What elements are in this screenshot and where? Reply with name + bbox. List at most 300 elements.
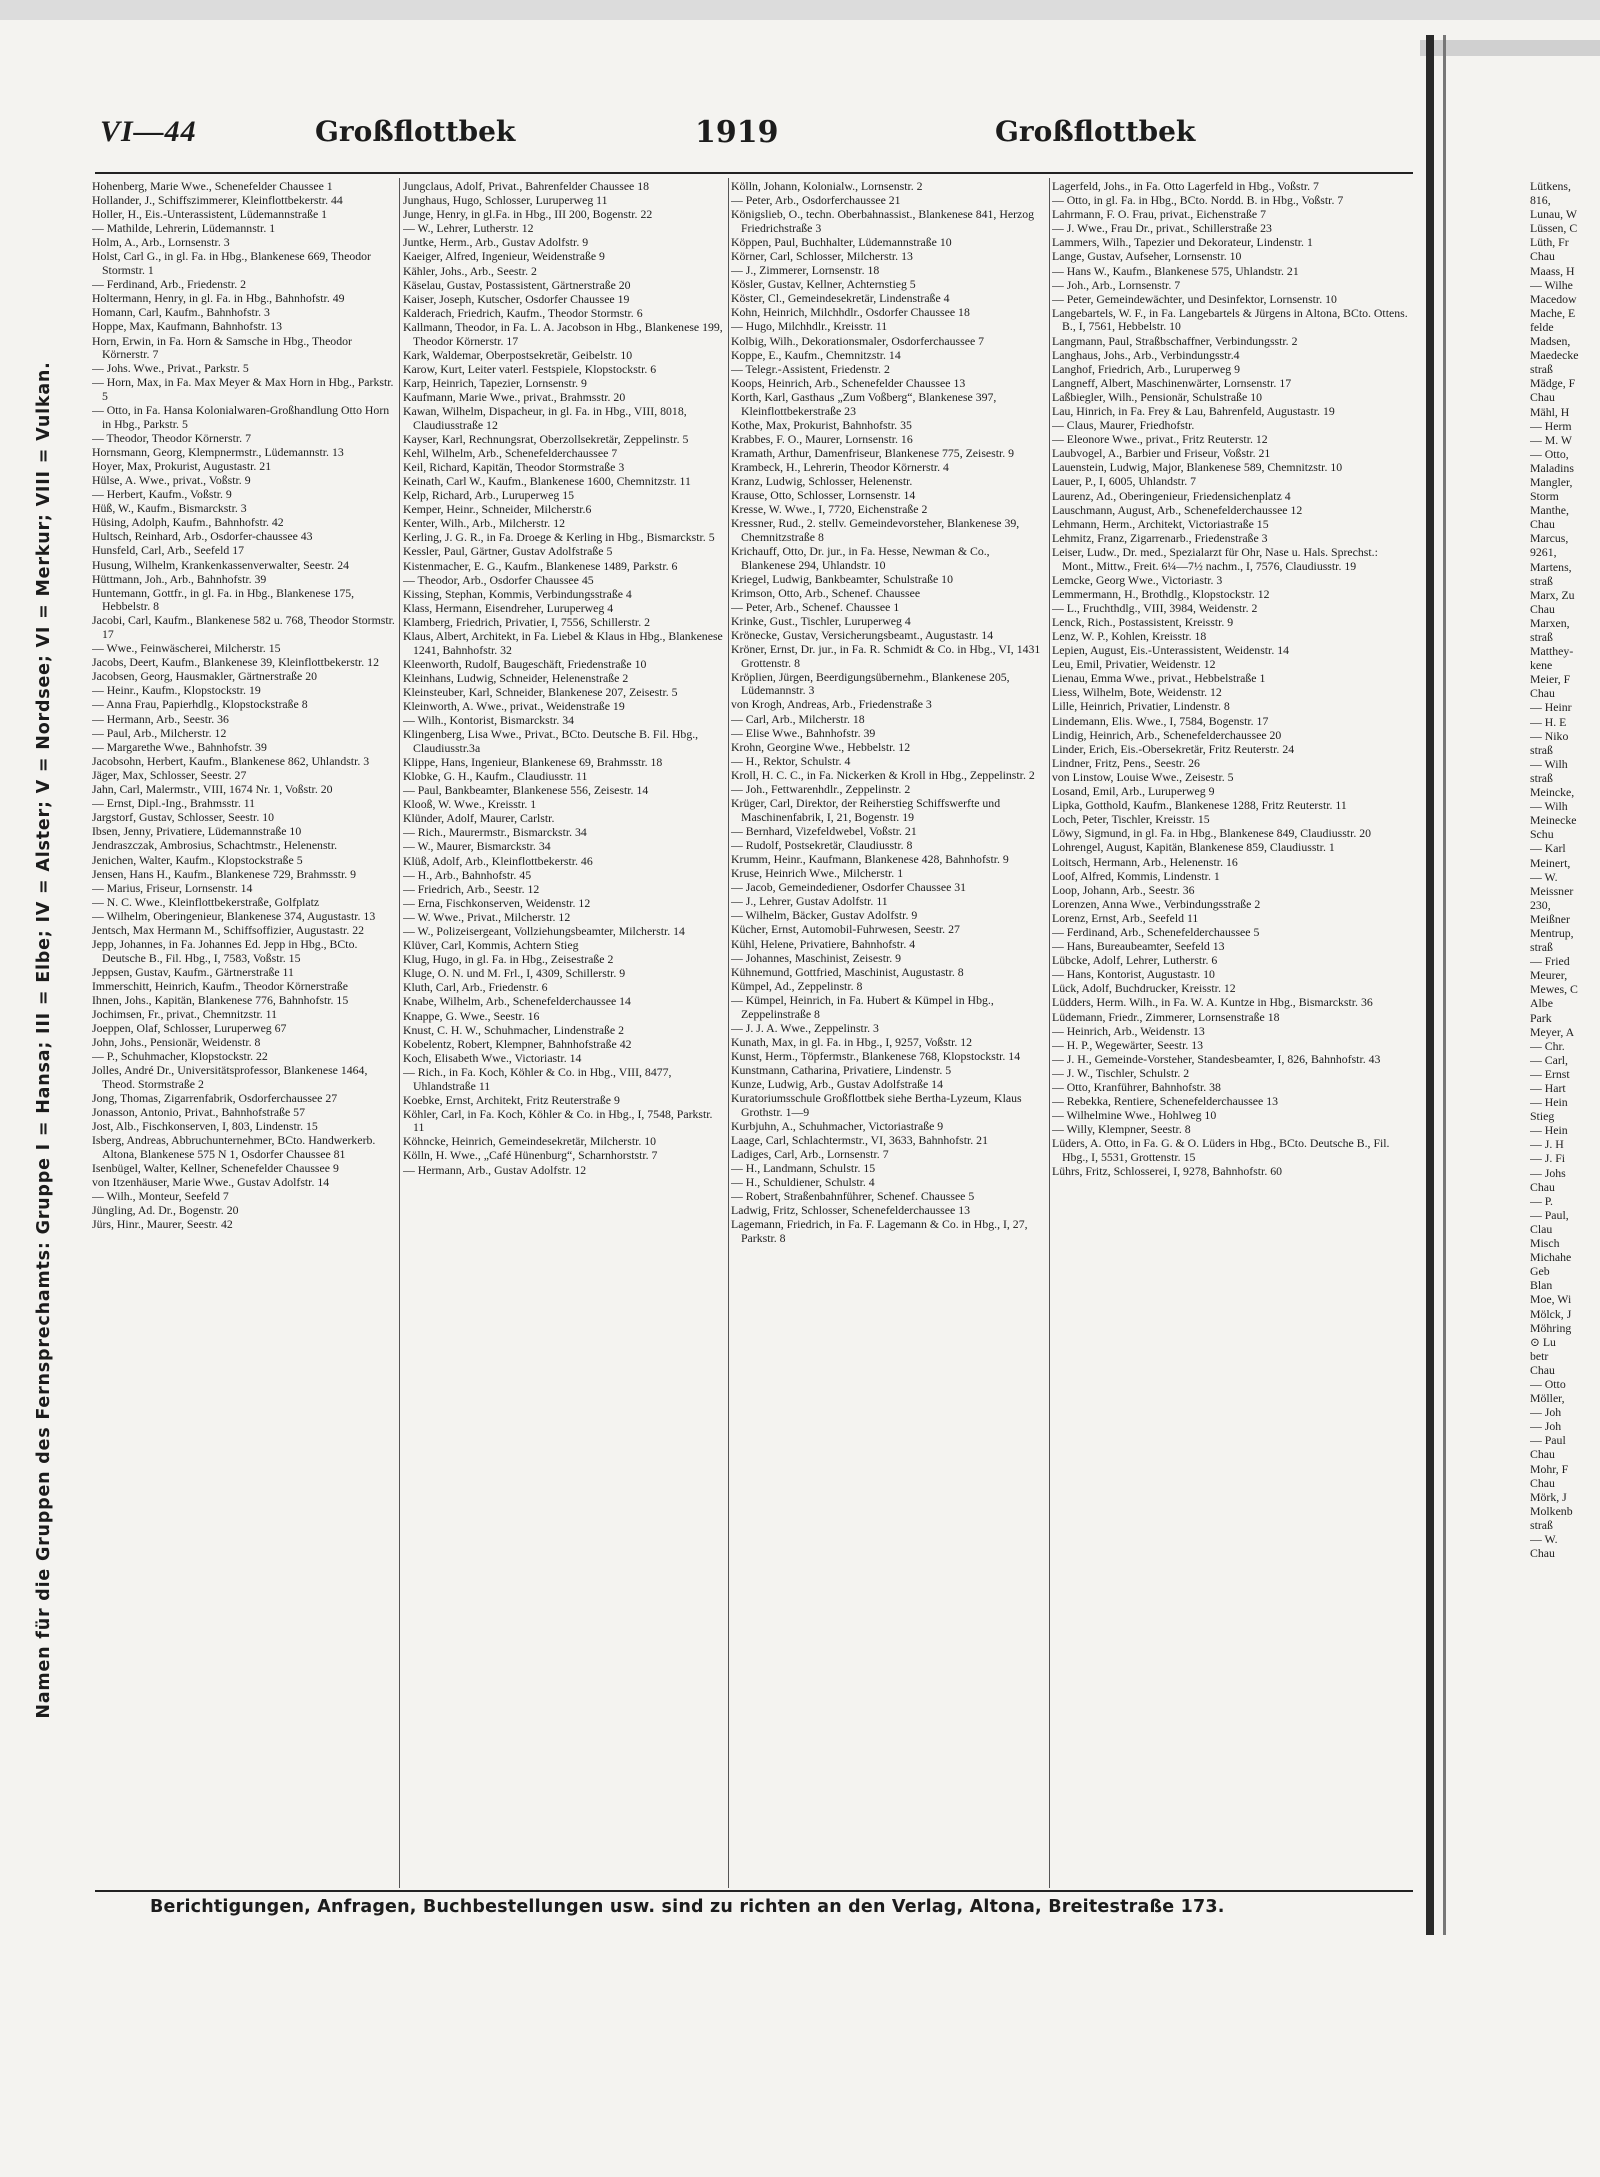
directory-entry: Lange, Gustav, Aufseher, Lornsenstr. 10 [1052,249,1242,264]
scan-right-edge [1420,40,1600,56]
scan-top-edge [0,0,1600,20]
directory-entry: Albe [1530,996,1553,1011]
directory-entry: Loof, Alfred, Kommis, Lindenstr. 1 [1052,868,1220,883]
directory-entry: Lindner, Fritz, Pens., Seestr. 26 [1052,755,1200,770]
directory-entry: Klobke, G. H., Kaufm., Claudiusstr. 11 [403,768,588,783]
directory-entry: Jonasson, Antonio, Privat., Bahnhofstraße 57 [92,1105,305,1120]
directory-entry: — P. [1530,1193,1553,1208]
directory-entry: Martens, [1530,559,1572,574]
directory-entry: — Paul, Bankbeamter, Blankenese 556, Zeisestr. 14 [403,783,649,798]
directory-entry: Jahn, Carl, Malermstr., VIII, 1674 Nr. 1, Voßstr. 20 [92,782,333,797]
directory-entry: Körner, Carl, Schlosser, Milcherstr. 13 [731,248,913,263]
directory-entry: Lemcke, Georg Wwe., Victoriastr. 3 [1052,572,1223,587]
directory-column-3 [731,180,1046,1885]
directory-entry: Meincke, [1530,785,1575,800]
directory-entry: Schu [1530,827,1554,842]
directory-entry: Lüdemann, Friedr., Zimmerer, Lornsenstraße 18 [1052,1009,1280,1024]
directory-entry: — Joh [1530,1419,1562,1434]
directory-entry: Klug, Hugo, in gl. Fa. in Hbg., Zeisestraße 2 [403,952,614,967]
directory-entry: Krohn, Georgine Wwe., Hebbelstr. 12 [731,739,911,754]
directory-entry: Kunst, Herm., Töpfermstr., Blankenese 768, Klopstockstr. 14 [731,1048,1021,1063]
directory-entry: Lüssen, C [1530,221,1578,236]
directory-entry: Lepien, August, Eis.-Unterassistent, Weidenstr. 14 [1052,643,1290,658]
directory-entry: — Wilh [1530,756,1568,771]
directory-entry: — Karl [1530,841,1566,856]
directory-entry: Klass, Hermann, Eisendreher, Luruperweg 4 [403,600,614,615]
directory-entry: Liess, Wilhelm, Bote, Weidenstr. 12 [1052,685,1222,700]
directory-entry: Kluge, O. N. und M. Frl., I, 4309, Schillerstr. 9 [403,966,626,981]
directory-entry: Lütkens, [1530,180,1571,193]
directory-entry: Jargstorf, Gustav, Schlosser, Seestr. 10 [92,810,275,825]
directory-entry: Kroll, H. C. C., in Fa. Nickerken & Kroll in Hbg., Zeppelinstr. 2 [731,767,1035,782]
directory-entry: Käselau, Gustav, Postassistent, Gärtnerstraße 20 [403,277,631,292]
directory-entry: Mohr, F [1530,1461,1569,1476]
directory-entry: felde [1530,319,1554,334]
directory-entry: — H. E [1530,714,1567,729]
directory-entry: — Chr. [1530,1038,1565,1053]
directory-entry: straß [1530,362,1553,377]
directory-entry: Kenter, Wilh., Arb., Milcherstr. 12 [403,516,565,531]
directory-entry: Krambeck, H., Lehrerin, Theodor Körnerstr. 4 [731,459,949,474]
directory-entry: Mache, E [1530,305,1576,320]
directory-entry: Löwy, Sigmund, in gl. Fa. in Hbg., Blankenese 849, Claudiusstr. 20 [1052,826,1372,841]
directory-entry: Lienau, Emma Wwe., privat., Hebbelstraße 1 [1052,671,1266,686]
directory-entry: Lührs, Fritz, Schlosserei, I, 9278, Bahnhofstr. 60 [1052,1164,1283,1179]
directory-entry: Leu, Emil, Privatier, Weidenstr. 12 [1052,657,1216,672]
directory-entry: Kallmann, Theodor, in Fa. L. A. Jacobson in Hbg., Blankenese 199, Theodor Körnerstr. 17 [403,319,723,348]
directory-entry: Kessler, Paul, Gärtner, Gustav Adolfstraße 5 [403,544,613,559]
directory-entry: Kolbig, Wilh., Dekorationsmaler, Osdorferchaussee 7 [731,333,985,348]
directory-entry: Kleinhans, Ludwig, Schneider, Helenenstraße 2 [403,670,629,685]
directory-entry: Mewes, C [1530,982,1578,997]
directory-entry: Isberg, Andreas, Abbruchunternehmer, BCto. Handwerkerb. Altona, Blankenese 575 N 1, Osdorfer Chaussee 81 [92,1133,376,1161]
directory-entry: von Linstow, Louise Wwe., Zeisestr. 5 [1052,769,1234,784]
directory-entry: — W., Lehrer, Lutherstr. 12 [403,221,534,236]
directory-entry: Maedecke [1530,348,1579,363]
directory-entry: Clau [1530,1221,1553,1236]
directory-entry: — J. H [1530,1137,1564,1152]
footer-note: Berichtigungen, Anfragen, Buchbestellungen usw. sind zu richten an den Verlag, Altona, Breitestraße 173. [150,1897,1225,1917]
directory-entry: Kressner, Rud., 2. stellv. Gemeindevorsteher, Blankenese 39, Chemnitzstraße 8 [731,516,1020,544]
directory-entry: Kleinworth, A. Wwe., privat., Weidenstraße 19 [403,698,625,713]
directory-entry: Park [1530,1010,1552,1025]
directory-entry: Krichauff, Otto, Dr. jur., in Fa. Hesse, Newman & Co., Blankenese 294, Uhlandstr. 10 [731,543,990,572]
directory-entry: — Joh., Arb., Lornsenstr. 7 [1052,277,1181,292]
directory-entry: — Ferdinand, Arb., Friedenstr. 2 [92,277,246,292]
directory-entry: — Otto, [1530,446,1569,461]
directory-entry: straß [1530,742,1553,757]
directory-entry: 816, [1530,193,1551,208]
header-rule [95,172,1413,174]
directory-entry: Misch [1530,1236,1560,1251]
directory-entry: Stieg [1530,1109,1555,1124]
year-title: 1919 [695,115,779,150]
directory-entry: Lagerfeld, Johs., in Fa. Otto Lagerfeld in Hbg., Voßstr. 7 [1052,180,1319,193]
directory-entry: — Johs [1530,1165,1566,1180]
directory-entry: — Herbert, Kaufm., Voßstr. 9 [92,487,232,502]
directory-entry: — W., Polizeisergeant, Vollziehungsbeamter, Milcherstr. 14 [403,923,685,938]
directory-entry: — N. C. Wwe., Kleinflottbekerstraße, Golfplatz [92,894,320,909]
directory-entry: — W. [1530,1532,1558,1546]
directory-entry: Mähl, H [1530,404,1570,419]
directory-entry: Lau, Hinrich, in Fa. Frey & Lau, Bahrenfeld, Augustastr. 19 [1052,404,1335,418]
directory-entry: Kalderach, Friedrich, Kaufm., Theodor Stormstr. 6 [403,305,643,320]
directory-entry: betr [1530,1348,1549,1363]
directory-entry: — Otto, in Fa. Hansa Kolonialwaren-Großhandlung Otto Horn in Hbg., Parkstr. 5 [92,403,390,431]
directory-entry: Karow, Kurt, Leiter vaterl. Festspiele, Klopstockstr. 6 [403,361,657,376]
directory-entry: Ladiges, Carl, Arb., Lornsenstr. 7 [731,1146,889,1161]
directory-entry: — Paul [1530,1433,1566,1448]
directory-entry: Kröplien, Jürgen, Beerdigungsübernehm., Blankenese 205, Lüdemannstr. 3 [731,669,1010,698]
directory-entry: Lagemann, Friedrich, in Fa. F. Lagemann & Co. in Hbg., I, 27, Parkstr. 8 [731,1217,1028,1246]
directory-entry: Langhaus, Johs., Arb., Verbindungsstr.4 [1052,347,1240,362]
directory-entry: Kölln, H. Wwe., „Café Hünenburg“, Scharnhorststr. 7 [403,1148,658,1163]
directory-entry: — Hart [1530,1081,1566,1095]
directory-entry: Mentrup, [1530,925,1574,940]
directory-entry: — Wilh., Kontorist, Bismarckstr. 34 [403,713,575,728]
directory-entry: — Theodor, Arb., Osdorfer Chaussee 45 [403,572,594,587]
directory-entry: Joeppen, Olaf, Schlosser, Luruperweg 67 [92,1021,287,1036]
directory-entry: Kawan, Wilhelm, Dispacheur, in gl. Fa. in Hbg., VIII, 8018, Claudiusstraße 12 [403,404,687,432]
directory-entry: straß [1530,573,1553,588]
directory-entry: — Robert, Straßenbahnführer, Schenef. Chaussee 5 [731,1189,975,1204]
directory-entry: Lüth, Fr [1530,235,1569,250]
directory-entry: Madsen, [1530,334,1571,349]
directory-entry: Hornsmann, Georg, Klempnermstr., Lüdemannstr. 13 [92,444,344,459]
directory-entry: — Herm [1530,418,1572,433]
directory-entry: Krause, Otto, Schlosser, Lornsenstr. 14 [731,488,916,503]
directory-entry: — Telegr.-Assistent, Friedenstr. 2 [731,361,890,376]
directory-entry: Holm, A., Arb., Lornsenstr. 3 [92,235,230,250]
directory-entry: Hüsing, Adolph, Kaufm., Bahnhofstr. 42 [92,515,284,530]
directory-entry: Möller, [1530,1391,1565,1406]
directory-entry: Lauschmann, August, Arb., Schenefelderchaussee 12 [1052,502,1303,517]
directory-entry: Jüngling, Ad. Dr., Bogenstr. 20 [92,1203,239,1218]
directory-entry: Chau [1530,249,1555,264]
directory-entry: Kösler, Gustav, Kellner, Achternstieg 5 [731,277,916,292]
directory-entry: Langebartels, W. F., in Fa. Langebartels & Jürgens in Altona, BCto. Ottens. B., I, 7561, Hebbelstr. 10 [1052,305,1408,334]
directory-column-4 [1052,180,1412,1885]
directory-entry: Kunstmann, Catharina, Privatiere, Lindenstr. 5 [731,1062,952,1077]
directory-entry: Krimson, Otto, Arb., Schenef. Chaussee [731,585,921,600]
directory-entry: — Johs. Wwe., Privat., Parkstr. 5 [92,361,249,376]
directory-entry: — Hein [1530,1123,1568,1138]
directory-entry: Chau [1530,1362,1555,1377]
directory-entry: Mädge, F [1530,376,1576,391]
directory-entry: Kistenmacher, E. G., Kaufm., Blankenese 1489, Parkstr. 6 [403,558,678,573]
directory-entry: Köhler, Carl, in Fa. Koch, Köhler & Co. in Hbg., I, 7548, Parkstr. 11 [403,1106,713,1135]
directory-entry: — J. Wwe., Frau Dr., privat., Schillerstraße 23 [1052,221,1272,236]
directory-entry: — W. [1530,869,1558,884]
directory-entry: Kemper, Heinr., Schneider, Milcherstr.6 [403,502,592,517]
directory-entry: Meißner [1530,911,1570,926]
directory-entry: Chau [1530,1475,1555,1490]
directory-entry: — W. Wwe., Privat., Milcherstr. 12 [403,909,571,924]
directory-entry: von Itzenhäuser, Marie Wwe., Gustav Adolfstr. 14 [92,1175,330,1190]
directory-entry: Matthey- [1530,644,1574,659]
directory-entry: Laßbiegler, Wilh., Pensionär, Schulstraße 10 [1052,389,1263,404]
directory-entry: Laage, Carl, Schlachtermstr., VI, 3633, Bahnhofstr. 21 [731,1132,988,1147]
directory-entry: Kühl, Helene, Privatiere, Bahnhofstr. 4 [731,936,916,951]
directory-entry: — Rich., Maurermstr., Bismarckstr. 34 [403,825,587,840]
directory-entry: — J., Zimmerer, Lornsenstr. 18 [731,263,880,278]
directory-entry: Loitsch, Hermann, Arb., Helenenstr. 16 [1052,854,1238,869]
place-title-left: Großflottbek [315,115,516,148]
page-gutter-line [1443,35,1446,1935]
directory-entry: — Paul, Arb., Milcherstr. 12 [92,725,227,740]
directory-entry: straß [1530,630,1553,644]
directory-entry: Köppen, Paul, Buchhalter, Lüdemannstraße 10 [731,234,952,249]
directory-entry: Karp, Heinrich, Tapezier, Lornsenstr. 9 [403,375,587,390]
directory-entry: — Rich., in Fa. Koch, Köhler & Co. in Hbg., VIII, 8477, Uhlandstraße 11 [403,1064,672,1093]
directory-entry: straß [1530,1517,1553,1532]
directory-entry: Kriegel, Ludwig, Bankbeamter, Schulstraße 10 [731,571,953,586]
directory-entry: Klüver, Carl, Kommis, Achtern Stieg [403,938,579,953]
directory-entry: Hüttmann, Joh., Arb., Bahnhofstr. 39 [92,571,267,586]
directory-entry: Meinert, [1530,855,1571,870]
directory-entry: Kümpel, Ad., Zeppelinstr. 8 [731,978,863,993]
directory-entry: Meyer, A [1530,1024,1575,1039]
directory-entry: Jäger, Max, Schlosser, Seestr. 27 [92,767,247,782]
directory-entry: — Paul, [1530,1207,1569,1222]
directory-entry: John, Johs., Pensionär, Weidenstr. 8 [92,1035,261,1050]
directory-entry: Meinecke [1530,813,1577,828]
page-number: VI—44 [100,115,197,148]
directory-entry: Juntke, Herm., Arb., Gustav Adolfstr. 9 [403,235,589,250]
directory-entry: Marx, Zu [1530,587,1575,602]
directory-entry: — Bernhard, Vizefeldwebel, Voßstr. 21 [731,823,917,838]
directory-entry: — Wilhe [1530,277,1573,292]
directory-entry: Krabbes, F. O., Maurer, Lornsenstr. 16 [731,431,913,446]
directory-entry: Kröner, Ernst, Dr. jur., in Fa. R. Schmidt & Co. in Hbg., VI, 1431 Grottenstr. 8 [731,642,1041,670]
directory-entry: — J. Fi [1530,1151,1566,1166]
directory-entry: Jacobi, Carl, Kaufm., Blankenese 582 u. 768, Theodor Stormstr. 17 [92,613,395,641]
directory-entry: Koch, Elisabeth Wwe., Victoriastr. 14 [403,1050,582,1065]
directory-entry: kene [1530,658,1553,673]
directory-entry: Homann, Carl, Kaufm., Bahnhofstr. 3 [92,305,270,320]
page-header [100,115,1410,155]
directory-entry: — Erna, Fischkonserven, Weidenstr. 12 [403,895,591,910]
directory-entry: Hohenberg, Marie Wwe., Schenefelder Chaussee 1 [92,180,333,193]
directory-entry: — Friedrich, Arb., Seestr. 12 [403,881,540,896]
directory-entry: Kark, Waldemar, Oberpostsekretär, Geibelstr. 10 [403,347,633,362]
directory-entry: — Carl, Arb., Milcherstr. 18 [731,711,865,726]
directory-entry: Chau [1530,1447,1555,1462]
directory-entry: Ihnen, Johs., Kapitän, Blankenese 776, Bahnhofstr. 15 [92,992,349,1007]
directory-entry: Klünder, Adolf, Maurer, Carlstr. [403,811,555,826]
directory-entry: Lorenzen, Anna Wwe., Verbindungsstraße 2 [1052,896,1261,911]
directory-entry: Jost, Alb., Fischkonserven, I, 803, Lindenstr. 15 [92,1119,318,1134]
directory-entry: — Wilh., Monteur, Seefeld 7 [92,1189,229,1204]
directory-entry: Chau [1530,686,1555,701]
directory-entry: Hultsch, Reinhard, Arb., Osdorfer-chaussee 43 [92,529,313,544]
directory-entry: Macedow [1530,291,1577,306]
directory-entry: Krumm, Heinr., Kaufmann, Blankenese 428, Bahnhofstr. 9 [731,852,1009,866]
directory-entry: Lammers, Wilh., Tapezier und Dekorateur, Lindenstr. 1 [1052,235,1313,250]
directory-entry: Köhncke, Heinrich, Gemeindesekretär, Milcherstr. 10 [403,1134,657,1149]
directory-entry: Jenichen, Walter, Kaufm., Klopstockstraße 5 [92,852,303,867]
directory-entry: Keil, Richard, Kapitän, Theodor Stormstraße 3 [403,459,625,474]
directory-entry: — Theodor, Theodor Körnerstr. 7 [92,430,251,445]
directory-entry: Mölck, J [1530,1306,1572,1321]
directory-entry: Lohrengel, August, Kapitän, Blankenese 859, Claudiusstr. 1 [1052,840,1335,855]
directory-entry: Knappe, G. Wwe., Seestr. 16 [403,1008,540,1023]
directory-entry: — Peter, Arb., Osdorferchaussee 21 [731,193,901,208]
directory-entry: Laubvogel, A., Barbier und Friseur, Voßstr. 21 [1052,446,1271,461]
directory-entry: — Hans, Bureaubeamter, Seefeld 13 [1052,939,1225,954]
directory-entry: von Krogh, Andreas, Arb., Friedenstraße 3 [731,697,932,712]
directory-entry: Jolles, André Dr., Universitätsprofessor, Blankenese 1464, Theod. Stormstraße 2 [92,1063,368,1091]
directory-entry: Lück, Adolf, Buchdrucker, Kreisstr. 12 [1052,981,1236,996]
directory-entry: Michahe [1530,1250,1572,1265]
directory-entry: Korth, Karl, Gasthaus „Zum Voßberg“, Blankenese 397, Kleinflottbekerstraße 23 [731,389,997,418]
directory-entry: Lemmermann, H., Brothdlg., Klopstockstr. 12 [1052,586,1270,601]
directory-entry: Koebke, Ernst, Architekt, Fritz Reuterstraße 9 [403,1092,620,1107]
directory-entry: — Otto, Kranführer, Bahnhofstr. 38 [1052,1080,1221,1094]
directory-entry: Kissing, Stephan, Kommis, Verbindungsstraße 4 [403,586,632,601]
directory-entry: — Niko [1530,728,1569,743]
directory-entry: 9261, [1530,545,1557,560]
directory-entry: — Carl, [1530,1052,1569,1067]
directory-entry: — Margarethe Wwe., Bahnhofstr. 39 [92,739,267,754]
directory-entry: Storm [1530,489,1559,504]
directory-entry: Jensen, Hans H., Kaufm., Blankenese 729, Brahmsstr. 9 [92,866,357,881]
directory-entry: — Hugo, Milchhdlr., Kreisstr. 11 [731,319,888,334]
directory-entry: Kölln, Johann, Kolonialw., Lornsenstr. 2 [731,180,923,193]
directory-entry: — Heinr., Kaufm., Klopstockstr. 19 [92,683,261,698]
directory-entry: Kohn, Heinrich, Milchhdlr., Osdorfer Chaussee 18 [731,305,970,320]
directory-entry: Koppe, E., Kaufm., Chemnitzstr. 14 [731,347,901,362]
directory-entry: Kramath, Arthur, Damenfriseur, Blankenese 775, Zeisestr. 9 [731,445,1015,460]
directory-entry: Hüß, W., Kaufm., Bismarckstr. 3 [92,501,247,516]
directory-entry: Lunau, W [1530,207,1577,222]
directory-entry: Chau [1530,1546,1555,1561]
directory-entry: Ibsen, Jenny, Privatiere, Lüdemannstraße 10 [92,824,302,839]
directory-entry: Manthe, [1530,503,1569,518]
directory-entry: Holtermann, Henry, in gl. Fa. in Hbg., Bahnhofstr. 49 [92,291,345,306]
directory-entry: — Wwe., Feinwäscherei, Milcherstr. 15 [92,641,281,656]
directory-entry: Lehmann, Herm., Architekt, Victoriastraße 15 [1052,516,1269,531]
directory-entry: — J., Lehrer, Gustav Adolfstr. 11 [731,894,888,909]
directory-entry: Klüß, Adolf, Arb., Kleinflottbekerstr. 46 [403,853,593,868]
directory-entry: Lenz, W. P., Kohlen, Kreisstr. 18 [1052,629,1207,643]
directory-entry: Marcus, [1530,531,1569,546]
directory-entry: Jungclaus, Adolf, Privat., Bahrenfelder Chaussee 18 [403,180,650,193]
directory-entry: Lindig, Heinrich, Arb., Schenefelderchaussee 20 [1052,727,1282,742]
directory-entry: — Peter, Gemeindewächter, und Desinfektor, Lornsenstr. 10 [1052,291,1337,306]
directory-entry: — Heinr [1530,700,1572,715]
side-margin-text: Namen für die Gruppen des Fernsprechamts: Gruppe I = Hansa; III = Elbe; IV = Alster; V = Nordsee; VI = Merkur; VIII = Vulkan. [34,361,54,1719]
directory-entry: — Wilhelm, Bäcker, Gustav Adolfstr. 9 [731,908,918,923]
directory-entry: Kleinsteuber, Karl, Schneider, Blankenese 207, Zeisestr. 5 [403,684,678,699]
directory-entry: Meurer, [1530,968,1568,983]
directory-entry: Laurenz, Ad., Oberingenieur, Friedensichenplatz 4 [1052,488,1291,503]
place-title-right: Großflottbek [995,115,1196,148]
directory-entry: Langneff, Albert, Maschinenwärter, Lornsenstr. 17 [1052,375,1292,390]
directory-entry: Klippe, Hans, Ingenieur, Blankenese 69, Brahmsstr. 18 [403,754,663,769]
directory-entry: ⊙ Lu [1530,1334,1556,1349]
directory-entry: — Eleonore Wwe., privat., Fritz Reuterstr. 12 [1052,432,1268,447]
directory-entry: — Hans W., Kaufm., Blankenese 575, Uhlandstr. 21 [1052,263,1299,278]
directory-entry: Loch, Peter, Tischler, Kreisstr. 15 [1052,812,1210,827]
directory-entry: Klooß, W. Wwe., Kreisstr. 1 [403,797,537,812]
directory-entry: straß [1530,770,1553,785]
directory-entry: — W., Maurer, Bismarckstr. 34 [403,839,551,854]
directory-entry: Kaeiger, Alfred, Ingenieur, Weidenstraße 9 [403,249,605,264]
directory-entry: Lauer, P., I, 6005, Uhlandstr. 7 [1052,474,1197,489]
directory-entry: — Johannes, Maschinist, Zeisestr. 9 [731,950,902,965]
directory-entry: Huntemann, Gottfr., in gl. Fa. in Hbg., Blankenese 175, Hebbelstr. 8 [92,585,355,614]
directory-entry: Meier, F [1530,672,1571,687]
directory-entry: Kunze, Ludwig, Arb., Gustav Adolfstraße 14 [731,1077,943,1091]
directory-entry: — Kümpel, Heinrich, in Fa. Hubert & Kümpel in Hbg., Zeppelinstraße 8 [731,992,994,1021]
directory-entry: Holst, Carl G., in gl. Fa. in Hbg., Blankenese 669, Theodor Stormstr. 1 [92,249,371,278]
directory-entry: Kurbjuhn, A., Schuhmacher, Victoriastraße 9 [731,1118,944,1133]
directory-entry: Krinke, Gust., Tischler, Luruperweg 4 [731,613,911,628]
directory-entry: Immerschitt, Heinrich, Kaufm., Theodor Körnerstraße [92,978,348,993]
directory-entry: straß [1530,940,1553,955]
directory-entry: Kaufmann, Marie Wwe., privat., Brahmsstr. 20 [403,389,626,404]
directory-entry: — Anna Frau, Papierhdlg., Klopstockstraße 8 [92,697,308,712]
directory-entry: Chau [1530,601,1555,616]
directory-entry: Jepp, Johannes, in Fa. Johannes Ed. Jepp in Hbg., BCto. Deutsche B., Fil. Hbg., I, 7583, Voßstr. 15 [92,937,358,965]
directory-entry: Hoyer, Max, Prokurist, Augustastr. 21 [92,458,272,473]
directory-entry: Hollander, J., Schiffszimmerer, Kleinflottbekerstr. 44 [92,193,343,208]
directory-entry: Lorenz, Ernst, Arb., Seefeld 11 [1052,910,1199,925]
directory-entry: Knabe, Wilhelm, Arb., Schenefelderchaussee 14 [403,994,631,1009]
directory-entry: Junge, Henry, in gl.Fa. in Hbg., III 200, Bogenstr. 22 [403,207,653,222]
directory-entry: Kelp, Richard, Arb., Luruperweg 15 [403,488,575,503]
directory-entry: Chau [1530,517,1555,532]
footer-rule [95,1890,1413,1892]
directory-entry: Mangler, [1530,474,1573,489]
directory-entry: Husung, Wilhelm, Krankenkassenverwalter, Seestr. 24 [92,557,349,572]
directory-entry: — Hermann, Arb., Seestr. 36 [92,711,229,726]
directory-entry: Klingenberg, Lisa Wwe., Privat., BCto. Deutsche B. Fil. Hbg., Claudiusstr.3a [403,727,699,755]
directory-entry: Ladwig, Fritz, Schlosser, Schenefelderchaussee 13 [731,1203,970,1218]
directory-entry: 230, [1530,897,1551,912]
directory-entry: Klaus, Albert, Architekt, in Fa. Liebel & Klaus in Hbg., Blankenese 1241, Bahnhofstr. 32 [403,629,723,657]
directory-entry: Blan [1530,1278,1553,1293]
directory-entry: — Wilhelm, Oberingenieur, Blankenese 374, Augustastr. 13 [92,908,376,923]
directory-entry: Kähler, Johs., Arb., Seestr. 2 [403,263,537,278]
directory-entry: Jacobs, Deert, Kaufm., Blankenese 39, Kleinflottbekerstr. 12 [92,655,379,670]
directory-entry: — M. W [1530,432,1573,447]
directory-entry: Jochimsen, Fr., privat., Chemnitzstr. 11 [92,1007,278,1022]
directory-entry: Moe, Wi [1530,1292,1572,1307]
directory-entry: — Wilh [1530,799,1568,814]
directory-entry: Junghaus, Hugo, Schlosser, Luruperweg 11 [403,193,608,208]
directory-entry: Kühnemund, Gottfried, Maschinist, Augustastr. 8 [731,964,964,979]
directory-entry: — Marius, Friseur, Lornsenstr. 14 [92,880,253,895]
directory-entry: Hülse, A. Wwe., privat., Voßstr. 9 [92,472,251,487]
directory-entry: — Rudolf, Postsekretär, Claudiusstr. 8 [731,837,913,852]
directory-entry: — Mathilde, Lehrerin, Lüdemannstr. 1 [92,221,276,236]
directory-entry: Loop, Johann, Arb., Seestr. 36 [1052,882,1195,897]
directory-entry: Köster, Cl., Gemeindesekretär, Lindenstraße 4 [731,291,950,306]
directory-entry: — Rebekka, Rentiere, Schenefelderchaussee 13 [1052,1094,1279,1109]
directory-entry: — Hermann, Arb., Gustav Adolfstr. 12 [403,1162,587,1177]
page-gutter [1426,35,1434,1935]
directory-entry: — L., Fruchthdlg., VIII, 3984, Weidenstr. 2 [1052,600,1258,615]
directory-entry: Klamberg, Friedrich, Privatier, I, 7556, Schillerstr. 2 [403,614,650,629]
directory-column-1 [92,180,397,1885]
directory-entry: Chau [1530,390,1555,405]
directory-entry: — Ernst [1530,1066,1570,1081]
directory-entry: Maladins [1530,460,1574,475]
directory-entry: Hunsfeld, Carl, Arb., Seefeld 17 [92,543,245,558]
directory-entry: Jürs, Hinr., Maurer, Seestr. 42 [92,1217,233,1232]
